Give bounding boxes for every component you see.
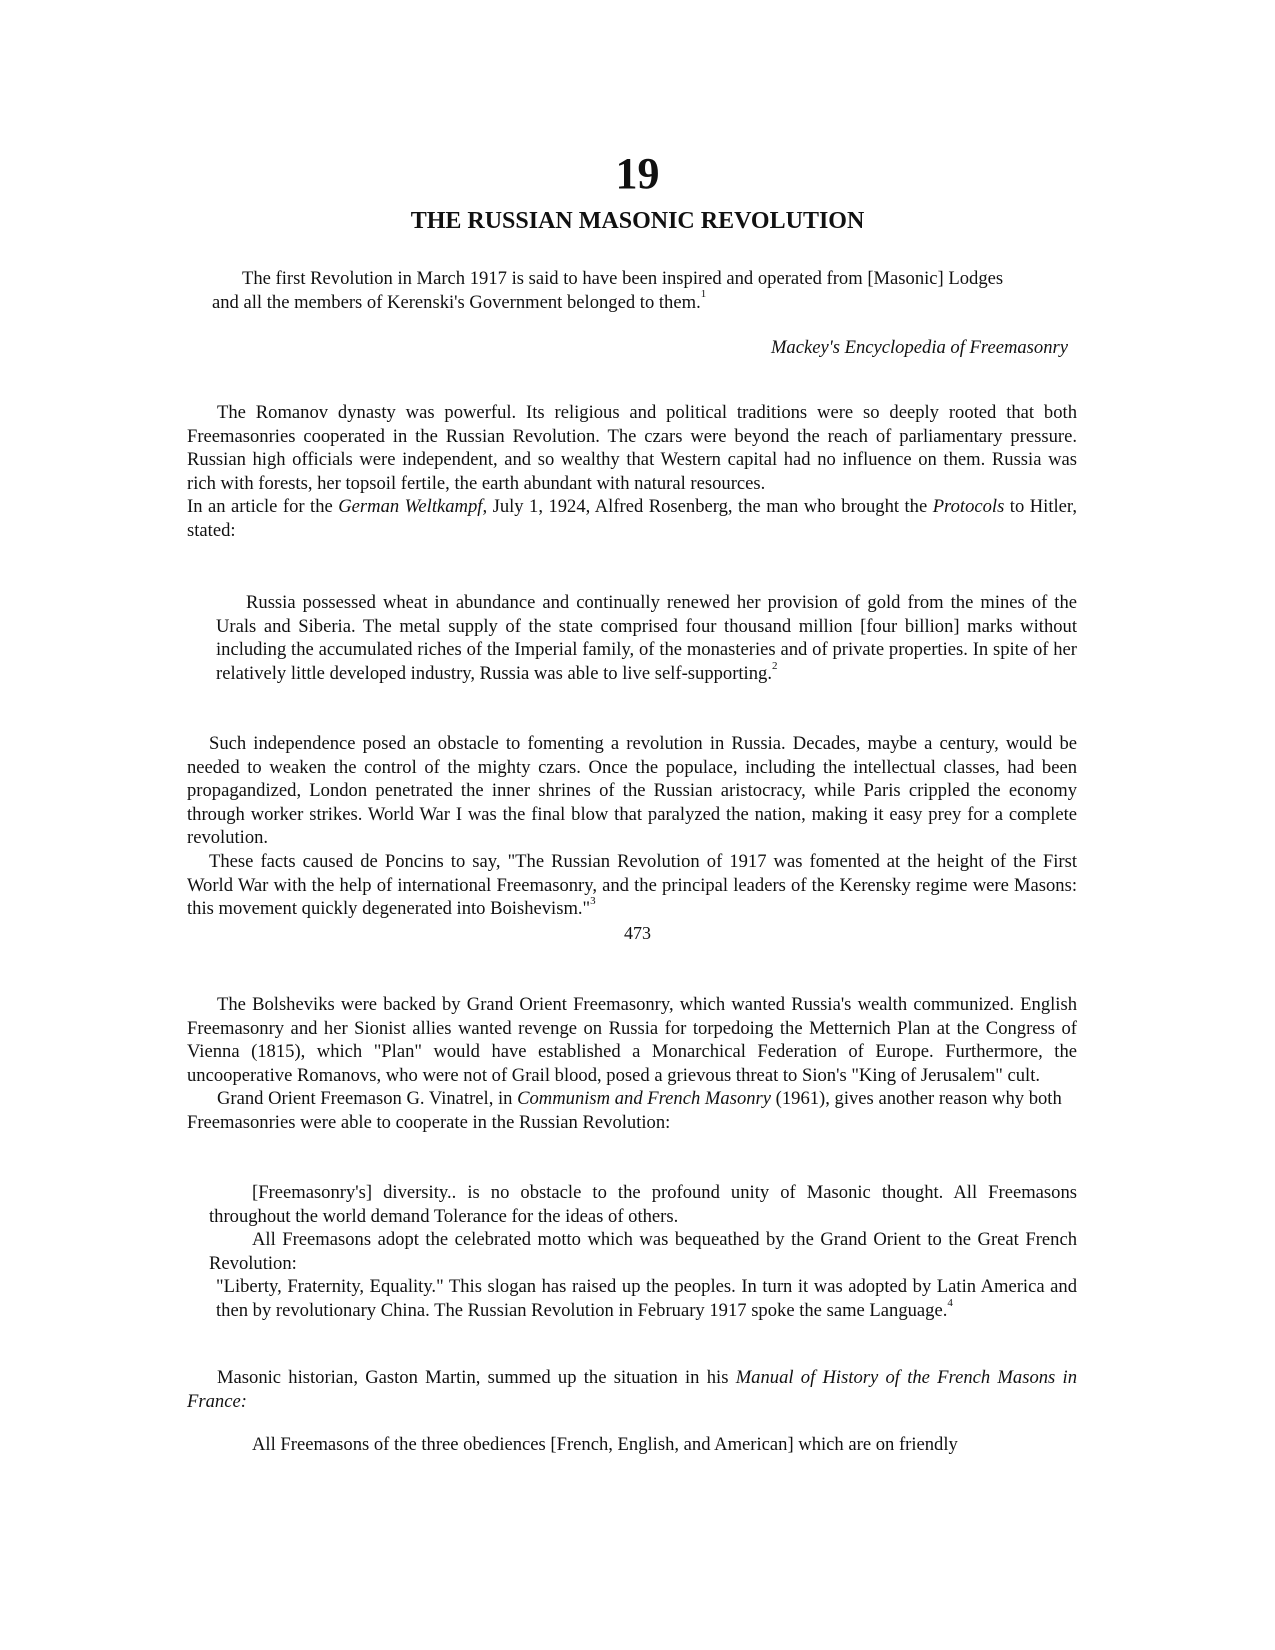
body-section-4 [187, 1366, 1077, 1413]
paragraph: Such independence posed an obstacle to fomenting a revolution in Russia. Decades, maybe a century, would be needed to weaken the control of the mighty czars. Once the populace, including the intellectual classes, had been propagandized, London penetrated the inner shrines of the Russian aristocracy, while Paris crippled the economy through worker strikes. World War I was the final blow that paralyzed the nation, making it easy prey for a complete revolution. [187, 733, 1077, 849]
footnote-ref-2: 2 [771, 659, 778, 672]
footnote-ref-3: 3 [590, 894, 596, 907]
quote-paragraph: All Freemasons adopt the celebrated motto which was bequeathed by the Grand Orient to the Great French Revolution: [209, 1229, 1077, 1274]
body-section-2 [187, 732, 1077, 921]
epigraph-citation: Mackey's Encyclopedia of Freemasonry [770, 337, 1068, 358]
italic-title: Manual of History of the French Masons in France: [187, 1367, 1077, 1412]
italic-title: German Weltkampf, [338, 496, 488, 518]
italic-title: Protocols [932, 496, 1005, 518]
block-quote-3 [216, 1433, 1077, 1457]
chapter-number: 19 [615, 149, 660, 198]
block-quote-1 [216, 591, 1077, 685]
epigraph-text: The first Revolution in March 1917 is said to have been inspired and operated from [Masonic] Lodges and all the members of Kerenski's Government belonged to them. [212, 268, 1004, 313]
quote-text: Russia possessed wheat in abundance and continually renewed her provision of gold from the mines of the Urals and Siberia. The metal supply of the state comprised four thousand million [four billion] marks without including the accumulated riches of the Imperial family, of the monasteries and of private properties. In spite of her relatively little developed industry, Russia was able to live self-supporting. [216, 592, 1077, 684]
page-number: 473 [624, 923, 651, 943]
italic-title: Communism and French Masonry [517, 1088, 772, 1110]
paragraph: The Bolsheviks were backed by Grand Orient Freemasonry, which wanted Russia's wealth communized. English Freemasonry and her Sionist allies wanted revenge on Russia for torpedoing the Metternich Plan at the Congress of Vienna (1815), which "Plan" would have established a Monarchical Federation of Europe. Furthermore, the uncooperative Romanovs, who were not of Grail blood, posed a grievous threat to Sion's "King of Jerusalem" cult. [187, 994, 1077, 1086]
chapter-title: THE RUSSIAN MASONIC REVOLUTION [410, 208, 865, 234]
paragraph: In an article for the German Weltkampf, July 1, 1924, Alfred Rosenberg, the man who brought the Protocols to Hitler, stated: [187, 496, 1078, 541]
paragraph: Grand Orient Freemason G. Vinatrel, in Communism and French Masonry (1961), gives another reason why both Freemasonries were able to cooperate in the Russian Revolution: [187, 1088, 1062, 1133]
block-quote-2 [209, 1181, 1077, 1323]
footnote-ref-1: 1 [700, 288, 707, 301]
paragraph: These facts caused de Poncins to say, "The Russian Revolution of 1917 was fomented at the height of the First World War with the help of international Freemasonry, and the principal leaders of the Kerensky regime were Masons: this movement quickly degenerated into Boishevism."$^3$ [187, 850, 1077, 920]
quote-paragraph: All Freemasons of the three obediences [French, English, and American] which are on friendly [252, 1434, 958, 1455]
body-section-1 [187, 401, 1077, 543]
epigraph [212, 267, 1027, 314]
body-section-3 [187, 993, 1077, 1135]
paragraph: Masonic historian, Gaston Martin, summed up the situation in his Manual of History of the French Masons in France: [187, 1367, 1077, 1412]
quote-paragraph: "Liberty, Fraternity, Equality." This slogan has raised up the peoples. In turn it was adopted by Latin America and then by revolutionary China. The Russian Revolution in February 1917 spoke the same Language.$^4$ [216, 1276, 1077, 1321]
paragraph: The Romanov dynasty was powerful. Its religious and political traditions were so deeply rooted that both Freemasonries cooperated in the Russian Revolution. The czars were beyond the reach of parliamentary pressure. Russian high officials were independent, and so wealthy that Western capital had no influence on them. Russia was rich with forests, her topsoil fertile, the earth abundant with natural resources. [187, 402, 1077, 494]
quote-paragraph: [Freemasonry's] diversity.. is no obstacle to the profound unity of Masonic thought. All Freemasons throughout the world demand Tolerance for the ideas of others. [209, 1182, 1077, 1227]
footnote-ref-4: 4 [947, 1296, 953, 1309]
